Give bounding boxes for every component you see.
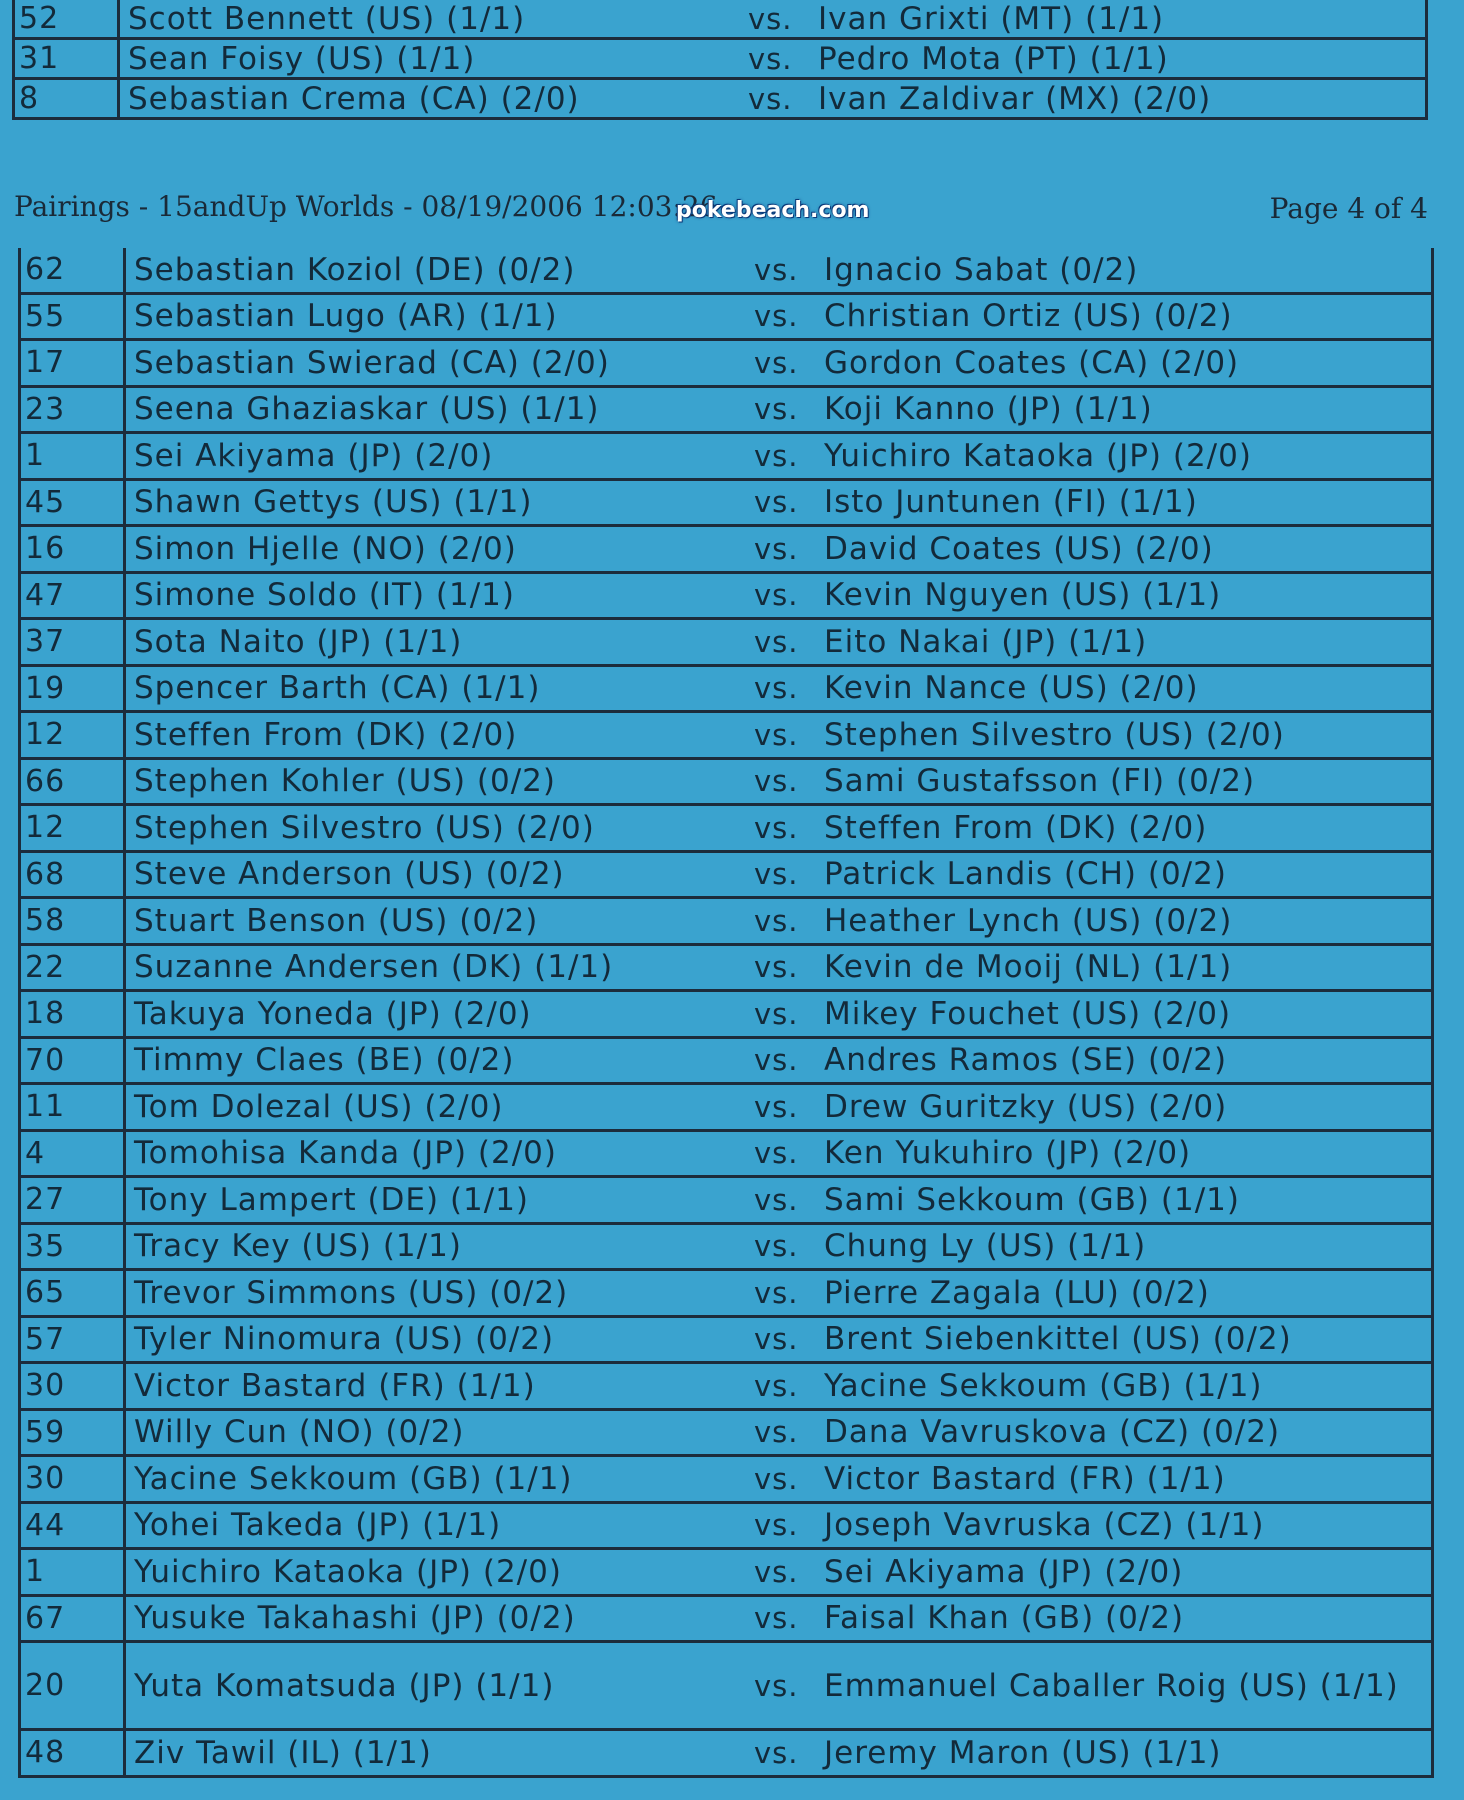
table-row bbox=[21, 1085, 1431, 1132]
versus-label: vs. bbox=[754, 345, 799, 380]
opponent-name: Dana Vavruskova (CZ) (0/2) bbox=[824, 1414, 1281, 1451]
player-name: Yohei Takeda (JP) (1/1) bbox=[134, 1507, 502, 1544]
versus-label: vs. bbox=[754, 950, 799, 985]
player-name: Sean Foisy (US) (1/1) bbox=[128, 40, 476, 77]
opponent-name: Pedro Mota (PT) (1/1) bbox=[818, 40, 1169, 77]
versus-label: vs. bbox=[754, 438, 799, 473]
table-row bbox=[21, 1039, 1431, 1086]
versus-label: vs. bbox=[754, 903, 799, 938]
opponent-name: Steffen From (DK) (2/0) bbox=[824, 809, 1208, 846]
player-name: Takuya Yoneda (JP) (2/0) bbox=[134, 995, 532, 1032]
opponent-name: Sei Akiyama (JP) (2/0) bbox=[824, 1553, 1184, 1590]
opponent-name: Patrick Landis (CH) (0/2) bbox=[824, 856, 1227, 893]
versus-label: vs. bbox=[748, 81, 793, 116]
opponent-name: Ken Yukuhiro (JP) (2/0) bbox=[824, 1135, 1192, 1172]
table-number: 19 bbox=[21, 667, 126, 711]
player-name: Tyler Ninomura (US) (0/2) bbox=[134, 1321, 555, 1358]
page-number: Page 4 of 4 bbox=[1269, 192, 1428, 225]
opponent-name: Stephen Silvestro (US) (2/0) bbox=[824, 716, 1285, 753]
table-row bbox=[21, 620, 1431, 667]
table-number: 1 bbox=[21, 1550, 126, 1594]
opponent-name: Kevin Nguyen (US) (1/1) bbox=[824, 577, 1222, 614]
versus-label: vs. bbox=[754, 299, 799, 334]
player-name: Victor Bastard (FR) (1/1) bbox=[134, 1367, 536, 1404]
table-row bbox=[21, 481, 1431, 528]
table-number: 18 bbox=[21, 992, 126, 1036]
table-number: 66 bbox=[21, 760, 126, 804]
player-name: Sei Akiyama (JP) (2/0) bbox=[134, 437, 494, 474]
table-row bbox=[21, 1132, 1431, 1179]
versus-label: vs. bbox=[748, 41, 793, 76]
player-name: Ziv Tawil (IL) (1/1) bbox=[134, 1734, 432, 1771]
pairings-table bbox=[18, 248, 1434, 1778]
versus-label: vs. bbox=[754, 1136, 799, 1171]
opponent-name: Victor Bastard (FR) (1/1) bbox=[824, 1460, 1226, 1497]
table-number: 20 bbox=[21, 1643, 126, 1728]
versus-label: vs. bbox=[748, 1, 793, 36]
versus-label: vs. bbox=[754, 810, 799, 845]
opponent-name: Ivan Zaldivar (MX) (2/0) bbox=[818, 80, 1212, 117]
table-number: 68 bbox=[21, 853, 126, 897]
table-number: 59 bbox=[21, 1411, 126, 1455]
player-name: Stephen Silvestro (US) (2/0) bbox=[134, 809, 595, 846]
opponent-name: Yuichiro Kataoka (JP) (2/0) bbox=[824, 437, 1252, 474]
versus-label: vs. bbox=[754, 717, 799, 752]
opponent-name: David Coates (US) (2/0) bbox=[824, 530, 1214, 567]
opponent-name: Yacine Sekkoum (GB) (1/1) bbox=[824, 1367, 1263, 1404]
table-number: 4 bbox=[21, 1132, 126, 1176]
table-number: 45 bbox=[21, 481, 126, 525]
player-name: Tracy Key (US) (1/1) bbox=[134, 1228, 462, 1265]
player-name: Yuta Komatsuda (JP) (1/1) bbox=[134, 1667, 555, 1704]
player-name: Simone Soldo (IT) (1/1) bbox=[134, 577, 515, 614]
opponent-name: Emmanuel Caballer Roig (US) (1/1) bbox=[824, 1667, 1399, 1704]
table-number: 48 bbox=[21, 1731, 126, 1775]
table-number: 55 bbox=[21, 295, 126, 339]
versus-label: vs. bbox=[754, 1368, 799, 1403]
table-row bbox=[15, 40, 1425, 80]
player-name: Simon Hjelle (NO) (2/0) bbox=[134, 530, 517, 567]
watermark: pokebeach.com bbox=[676, 198, 870, 223]
versus-label: vs. bbox=[754, 996, 799, 1031]
player-name: Sebastian Swierad (CA) (2/0) bbox=[134, 344, 610, 381]
table-row bbox=[21, 1731, 1431, 1778]
table-number: 12 bbox=[21, 713, 126, 757]
versus-label: vs. bbox=[754, 1322, 799, 1357]
player-name: Tony Lampert (DE) (1/1) bbox=[134, 1181, 530, 1218]
table-row bbox=[21, 1550, 1431, 1597]
versus-label: vs. bbox=[754, 1229, 799, 1264]
table-row bbox=[21, 574, 1431, 621]
table-row bbox=[21, 1364, 1431, 1411]
opponent-name: Chung Ly (US) (1/1) bbox=[824, 1228, 1147, 1265]
table-row bbox=[21, 434, 1431, 481]
versus-label: vs. bbox=[754, 1461, 799, 1496]
player-name: Yuichiro Kataoka (JP) (2/0) bbox=[134, 1553, 562, 1590]
table-number: 23 bbox=[21, 388, 126, 432]
table-row bbox=[21, 1457, 1431, 1504]
table-number: 35 bbox=[21, 1225, 126, 1269]
previous-page-table bbox=[12, 0, 1428, 120]
opponent-name: Drew Guritzky (US) (2/0) bbox=[824, 1088, 1228, 1125]
table-row bbox=[21, 992, 1431, 1039]
table-row bbox=[21, 946, 1431, 993]
opponent-name: Heather Lynch (US) (0/2) bbox=[824, 902, 1233, 939]
player-name: Steffen From (DK) (2/0) bbox=[134, 716, 518, 753]
opponent-name: Pierre Zagala (LU) (0/2) bbox=[824, 1274, 1210, 1311]
versus-label: vs. bbox=[754, 485, 799, 520]
opponent-name: Faisal Khan (GB) (0/2) bbox=[824, 1600, 1185, 1637]
table-row bbox=[21, 1178, 1431, 1225]
player-name: Sota Naito (JP) (1/1) bbox=[134, 623, 463, 660]
versus-label: vs. bbox=[754, 764, 799, 799]
player-name: Steve Anderson (US) (0/2) bbox=[134, 856, 565, 893]
opponent-name: Koji Kanno (JP) (1/1) bbox=[824, 391, 1153, 428]
table-number: 37 bbox=[21, 620, 126, 664]
table-number: 67 bbox=[21, 1597, 126, 1641]
player-name: Sebastian Koziol (DE) (0/2) bbox=[134, 251, 576, 288]
versus-label: vs. bbox=[754, 1275, 799, 1310]
versus-label: vs. bbox=[754, 392, 799, 427]
table-number: 70 bbox=[21, 1039, 126, 1083]
versus-label: vs. bbox=[754, 1415, 799, 1450]
table-number: 27 bbox=[21, 1178, 126, 1222]
opponent-name: Joseph Vavruska (CZ) (1/1) bbox=[824, 1507, 1265, 1544]
table-number: 65 bbox=[21, 1271, 126, 1315]
table-number: 12 bbox=[21, 806, 126, 850]
table-row bbox=[21, 1318, 1431, 1365]
table-row bbox=[21, 295, 1431, 342]
player-name: Tomohisa Kanda (JP) (2/0) bbox=[134, 1135, 557, 1172]
table-row bbox=[21, 341, 1431, 388]
table-row bbox=[21, 853, 1431, 900]
table-row bbox=[21, 1271, 1431, 1318]
table-row bbox=[21, 1643, 1431, 1731]
player-name: Spencer Barth (CA) (1/1) bbox=[134, 670, 541, 707]
opponent-name: Eito Nakai (JP) (1/1) bbox=[824, 623, 1148, 660]
page-title: Pairings - 15andUp Worlds - 08/19/2006 12:03:26 bbox=[14, 190, 718, 223]
table-number: 8 bbox=[15, 80, 120, 117]
table-row bbox=[21, 1411, 1431, 1458]
versus-label: vs. bbox=[754, 1182, 799, 1217]
table-number: 1 bbox=[21, 434, 126, 478]
opponent-name: Andres Ramos (SE) (0/2) bbox=[824, 1042, 1228, 1079]
versus-label: vs. bbox=[754, 252, 799, 287]
table-number: 30 bbox=[21, 1457, 126, 1501]
opponent-name: Ignacio Sabat (0/2) bbox=[824, 251, 1139, 288]
versus-label: vs. bbox=[754, 1668, 799, 1703]
opponent-name: Kevin Nance (US) (2/0) bbox=[824, 670, 1199, 707]
opponent-name: Gordon Coates (CA) (2/0) bbox=[824, 344, 1240, 381]
versus-label: vs. bbox=[754, 531, 799, 566]
opponent-name: Sami Gustafsson (FI) (0/2) bbox=[824, 763, 1256, 800]
versus-label: vs. bbox=[754, 671, 799, 706]
player-name: Stephen Kohler (US) (0/2) bbox=[134, 763, 556, 800]
player-name: Trevor Simmons (US) (0/2) bbox=[134, 1274, 569, 1311]
table-row bbox=[21, 899, 1431, 946]
versus-label: vs. bbox=[754, 1554, 799, 1589]
opponent-name: Christian Ortiz (US) (0/2) bbox=[824, 298, 1233, 335]
player-name: Sebastian Lugo (AR) (1/1) bbox=[134, 298, 558, 335]
table-number: 57 bbox=[21, 1318, 126, 1362]
table-number: 52 bbox=[15, 0, 120, 37]
versus-label: vs. bbox=[754, 1735, 799, 1770]
player-name: Sebastian Crema (CA) (2/0) bbox=[128, 80, 580, 117]
opponent-name: Mikey Fouchet (US) (2/0) bbox=[824, 995, 1232, 1032]
versus-label: vs. bbox=[754, 1601, 799, 1636]
versus-label: vs. bbox=[754, 857, 799, 892]
player-name: Stuart Benson (US) (0/2) bbox=[134, 902, 539, 939]
player-name: Yacine Sekkoum (GB) (1/1) bbox=[134, 1460, 573, 1497]
opponent-name: Kevin de Mooij (NL) (1/1) bbox=[824, 949, 1233, 986]
table-number: 22 bbox=[21, 946, 126, 990]
table-number: 11 bbox=[21, 1085, 126, 1129]
table-number: 47 bbox=[21, 574, 126, 618]
opponent-name: Brent Siebenkittel (US) (0/2) bbox=[824, 1321, 1292, 1358]
versus-label: vs. bbox=[754, 624, 799, 659]
table-row bbox=[21, 527, 1431, 574]
table-number: 17 bbox=[21, 341, 126, 385]
page-header bbox=[14, 186, 1428, 230]
versus-label: vs. bbox=[754, 578, 799, 613]
versus-label: vs. bbox=[754, 1089, 799, 1124]
player-name: Shawn Gettys (US) (1/1) bbox=[134, 484, 533, 521]
table-row bbox=[15, 0, 1425, 40]
versus-label: vs. bbox=[754, 1508, 799, 1543]
opponent-name: Jeremy Maron (US) (1/1) bbox=[824, 1734, 1222, 1771]
player-name: Timmy Claes (BE) (0/2) bbox=[134, 1042, 515, 1079]
table-number: 44 bbox=[21, 1504, 126, 1548]
table-number: 30 bbox=[21, 1364, 126, 1408]
player-name: Seena Ghaziaskar (US) (1/1) bbox=[134, 391, 600, 428]
opponent-name: Ivan Grixti (MT) (1/1) bbox=[818, 0, 1165, 37]
opponent-name: Isto Juntunen (FI) (1/1) bbox=[824, 484, 1198, 521]
table-row bbox=[21, 388, 1431, 435]
opponent-name: Sami Sekkoum (GB) (1/1) bbox=[824, 1181, 1240, 1218]
table-row bbox=[21, 1225, 1431, 1272]
table-row bbox=[21, 1504, 1431, 1551]
player-name: Tom Dolezal (US) (2/0) bbox=[134, 1088, 504, 1125]
player-name: Willy Cun (NO) (0/2) bbox=[134, 1414, 465, 1451]
table-row bbox=[15, 80, 1425, 120]
table-number: 16 bbox=[21, 527, 126, 571]
versus-label: vs. bbox=[754, 1043, 799, 1078]
player-name: Yusuke Takahashi (JP) (0/2) bbox=[134, 1600, 576, 1637]
table-row bbox=[21, 667, 1431, 714]
player-name: Suzanne Andersen (DK) (1/1) bbox=[134, 949, 614, 986]
table-number: 31 bbox=[15, 40, 120, 77]
table-row bbox=[21, 1597, 1431, 1644]
player-name: Scott Bennett (US) (1/1) bbox=[128, 0, 526, 37]
table-row bbox=[21, 760, 1431, 807]
table-row bbox=[21, 248, 1431, 295]
table-number: 58 bbox=[21, 899, 126, 943]
table-row bbox=[21, 806, 1431, 853]
table-row bbox=[21, 713, 1431, 760]
table-number: 62 bbox=[21, 248, 126, 292]
